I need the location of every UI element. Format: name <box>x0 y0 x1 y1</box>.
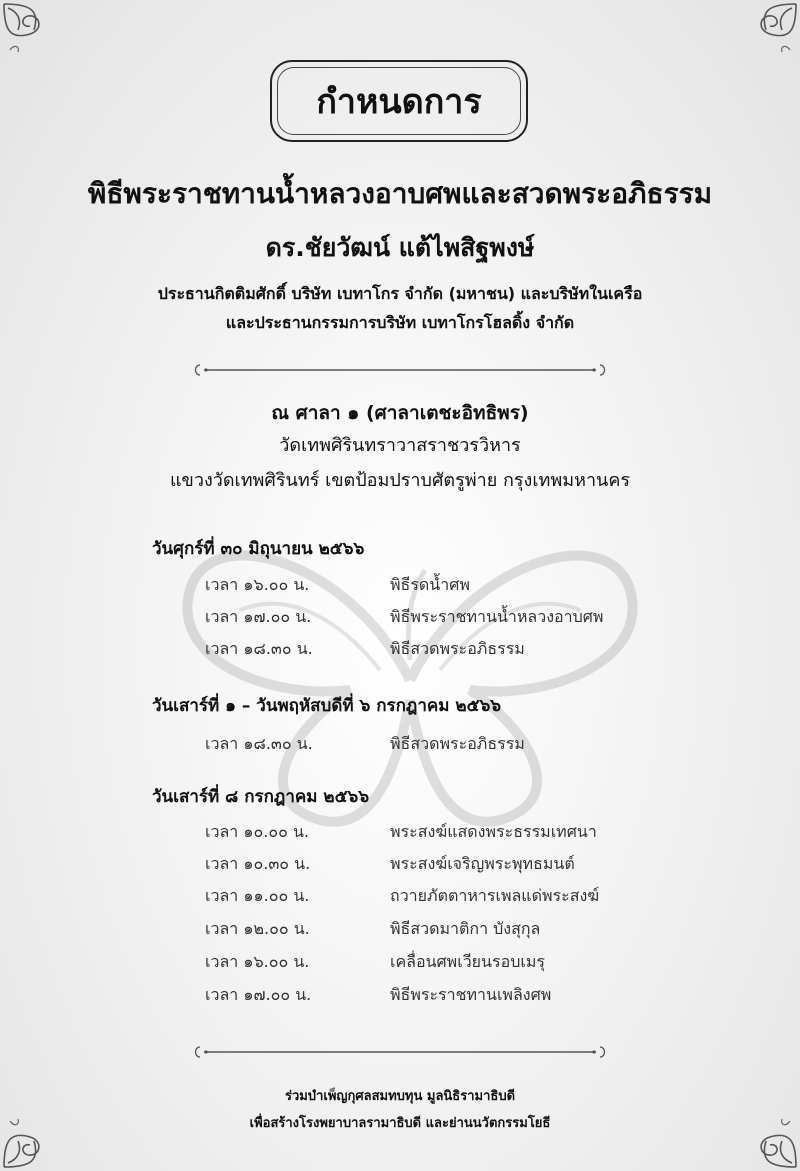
schedule-time: เวลา ๑๖.๐๐ น. <box>205 952 310 971</box>
deceased-name: ดร.ชัยวัฒน์ แต้ไพสิฐพงษ์ <box>265 233 535 262</box>
schedule-day-heading: วันเสาร์ที่ ๑ – วันพฤหัสบดีที่ ๖ กรกฎาคม ๒๕๖๖ <box>152 696 502 716</box>
position-line-1: ประธานกิตติมศักดิ์ บริษัท เบทาโกร จำกัด (มหาชน) และบริษัทในเครือ <box>157 284 643 303</box>
venue-hall: ณ ศาลา ๑ (ศาลาเตชะอิทธิพร) <box>271 402 529 424</box>
schedule-row <box>0 884 800 908</box>
schedule-row <box>0 852 800 876</box>
schedule-row <box>0 605 800 629</box>
schedule-event: พิธีรดน้ำศพ <box>390 575 470 594</box>
schedule-event: พระสงฆ์เจริญพระพุทธมนต์ <box>390 854 575 873</box>
schedule-time: เวลา ๑๘.๓๐ น. <box>205 639 313 658</box>
schedule-time: เวลา ๑๒.๐๐ น. <box>205 919 310 938</box>
footer-line-2: เพื่อสร้างโรงพยาบาลรามาธิบดี และย่านนวัตกรรมโยธี <box>249 1116 551 1131</box>
schedule-event: พิธีพระราชทานน้ำหลวงอาบศพ <box>390 607 604 626</box>
ceremony-heading: พิธีพระราชทานน้ำหลวงอาบศพและสวดพระอภิธรรม <box>87 177 713 210</box>
corner-ornament-top-left <box>0 0 70 70</box>
schedule-event: พิธีสวดมาติกา บังสุกุล <box>390 919 541 938</box>
schedule-day-heading: วันศุกร์ที่ ๓๐ มิถุนายน ๒๕๖๖ <box>152 539 365 559</box>
schedule-event: พิธีสวดพระอภิธรรม <box>390 639 525 658</box>
schedule-row <box>0 637 800 661</box>
schedule-time: เวลา ๑๐.๓๐ น. <box>205 854 311 873</box>
schedule-row <box>0 983 800 1007</box>
schedule-row <box>0 820 800 844</box>
schedule-time: เวลา ๑๐.๐๐ น. <box>205 822 309 841</box>
corner-ornament-top-right <box>730 0 800 70</box>
footer-line-1: ร่วมบำเพ็ญกุศลสมทบทุน มูลนิธิรามาธิบดี <box>284 1089 516 1104</box>
venue-address: แขวงวัดเทพศิรินทร์ เขตป้อมปราบศัตรูพ่าย กรุงเทพมหานคร <box>169 470 631 491</box>
position-line-2: และประธานกรรมการบริษัท เบทาโกรโฮลดิ้ง จำกัด <box>225 313 575 332</box>
schedule-event: พิธีสวดพระอภิธรรม <box>390 734 525 753</box>
divider-top <box>190 362 610 376</box>
schedule-time: เวลา ๑๗.๐๐ น. <box>205 607 312 626</box>
schedule-event: พระสงฆ์แสดงพระธรรมเทศนา <box>390 822 597 841</box>
page-title: กำหนดการ <box>316 82 482 122</box>
schedule-time: เวลา ๑๖.๐๐ น. <box>205 575 310 594</box>
schedule-time: เวลา ๑๘.๓๐ น. <box>205 734 313 753</box>
schedule-event: เคลื่อนศพเวียนรอบเมรุ <box>390 952 545 971</box>
schedule-time: เวลา ๑๗.๐๐ น. <box>205 985 312 1004</box>
schedule-row <box>0 917 800 941</box>
schedule-row <box>0 573 800 597</box>
schedule-row <box>0 732 800 756</box>
schedule-day-heading: วันเสาร์ที่ ๘ กรกฎาคม ๒๕๖๖ <box>152 787 370 807</box>
venue-temple: วัดเทพศิรินทราวาสราชวรวิหาร <box>279 435 521 456</box>
title-frame <box>270 60 528 142</box>
schedule-time: เวลา ๑๑.๐๐ น. <box>205 886 310 905</box>
schedule-row <box>0 950 800 974</box>
schedule-event: ถวายภัตตาหารเพลแด่พระสงฆ์ <box>390 886 600 905</box>
schedule-event: พิธีพระราชทานเพลิงศพ <box>390 985 552 1004</box>
divider-bottom <box>190 1044 610 1058</box>
